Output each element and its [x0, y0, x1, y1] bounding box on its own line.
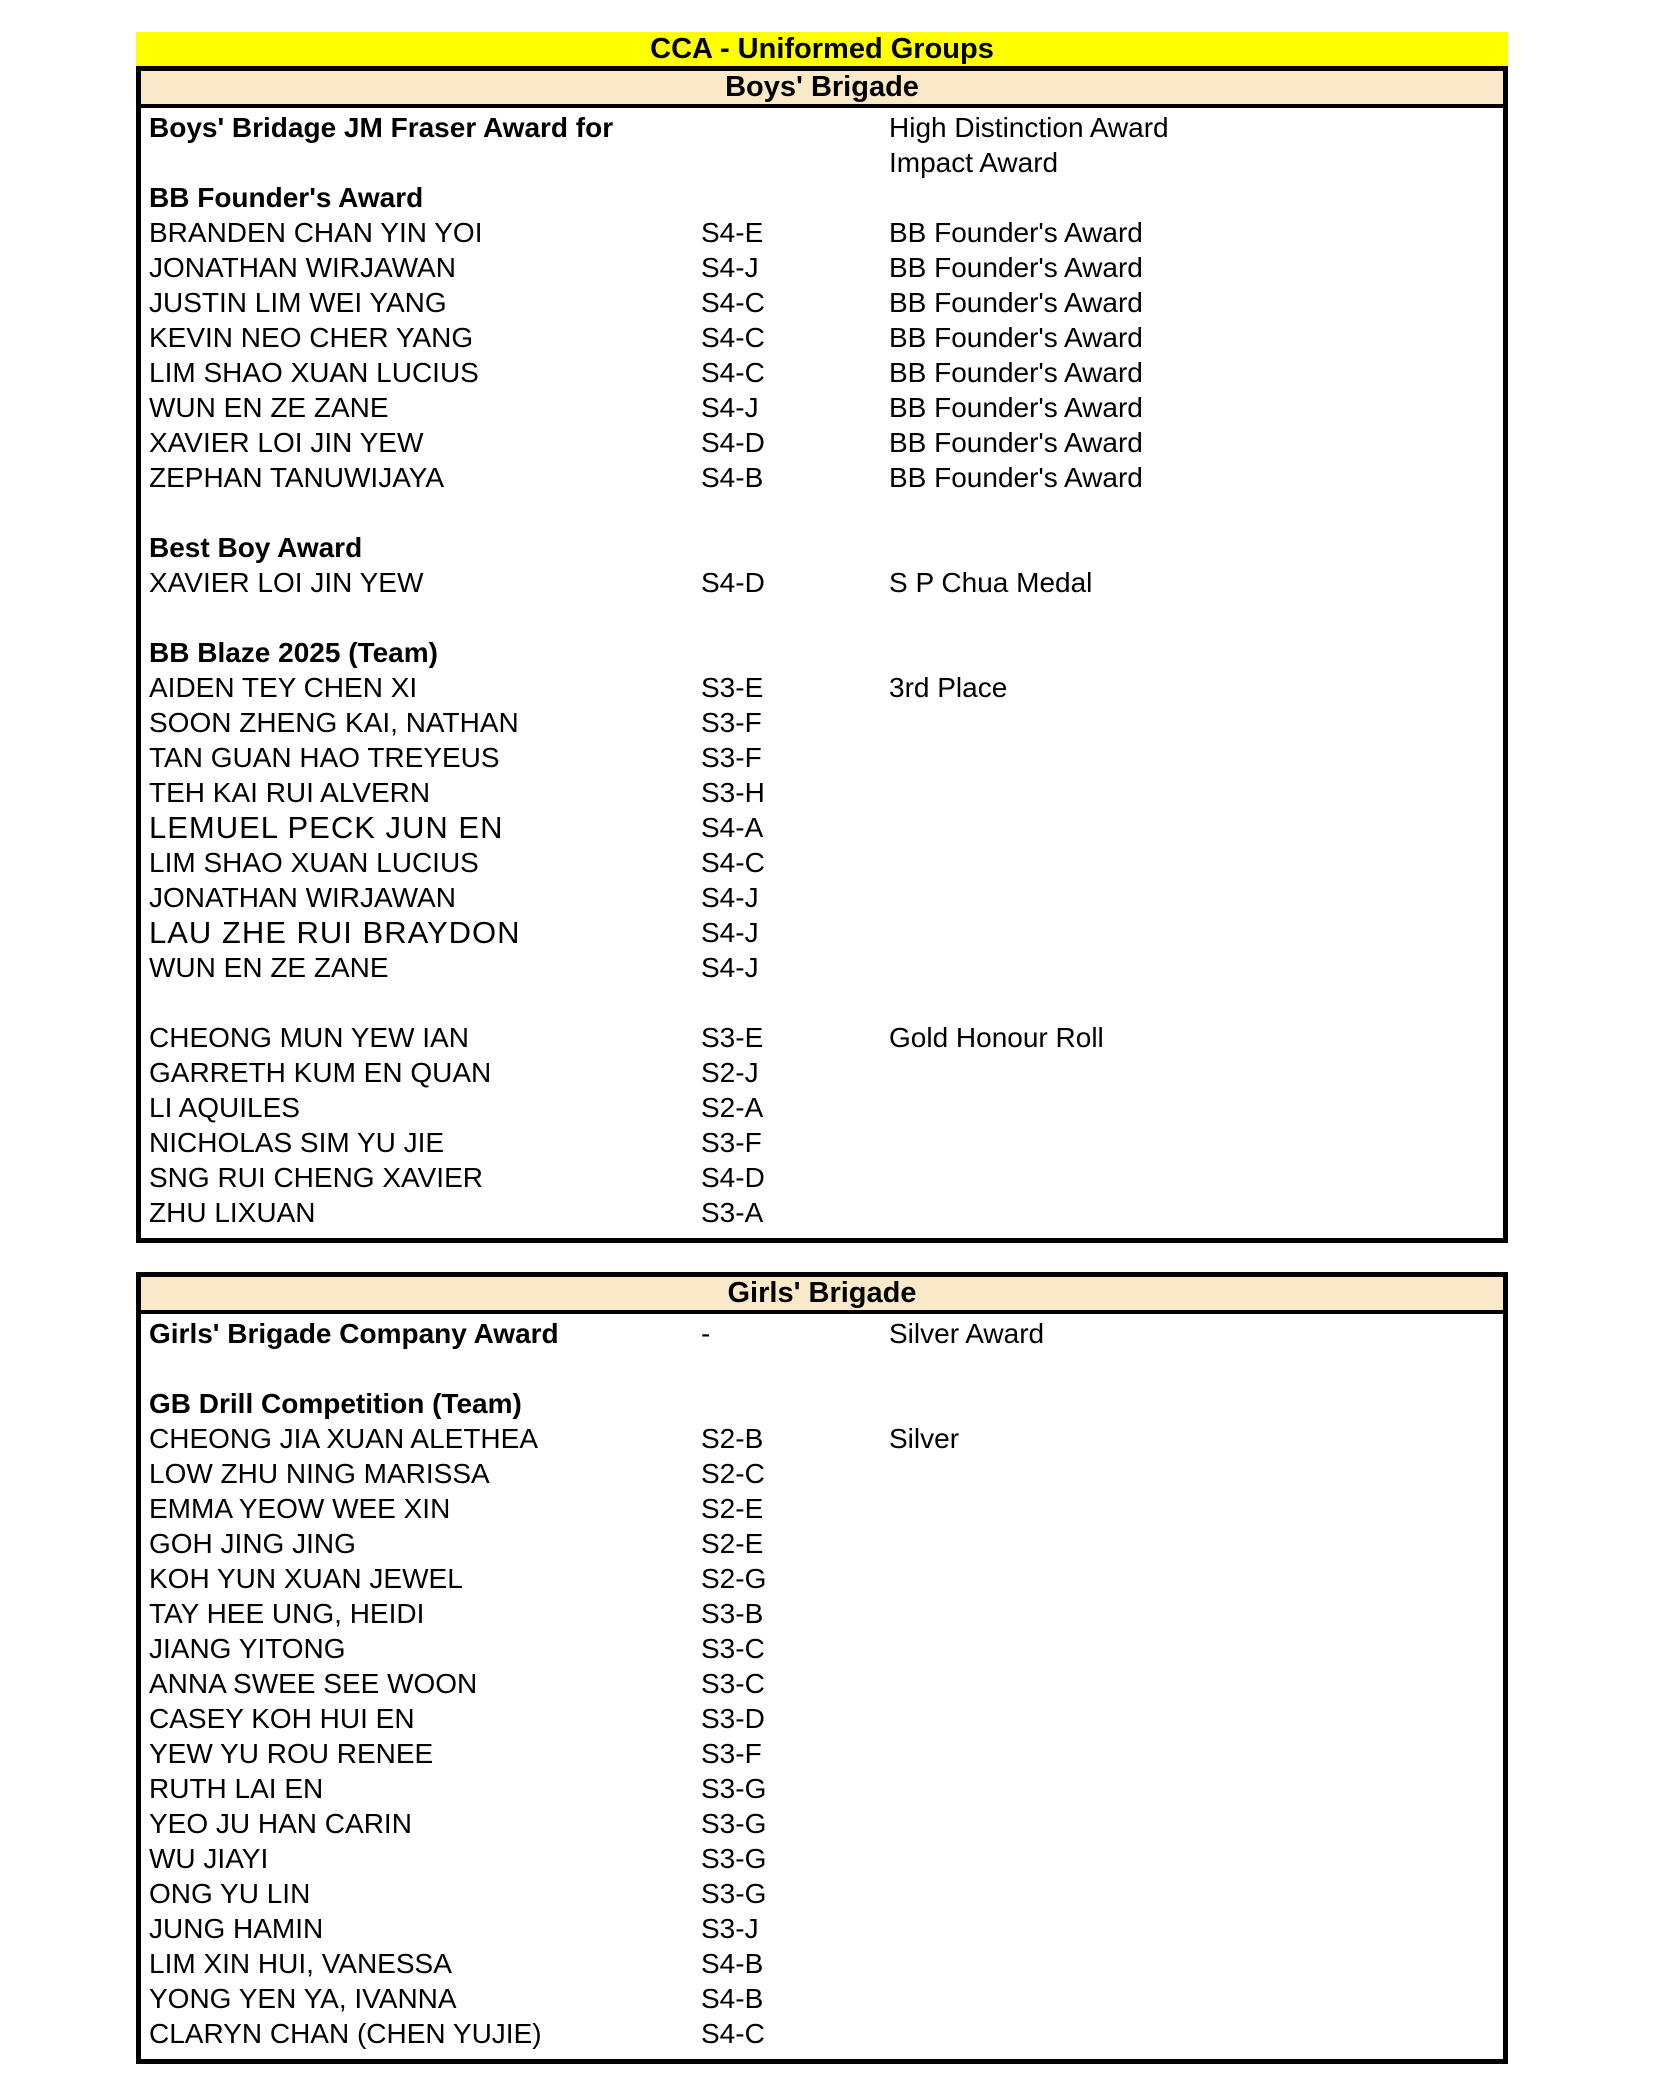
student-row — [141, 1666, 1503, 1701]
student-row — [141, 1876, 1503, 1911]
student-name: NICHOLAS SIM YU JIE — [149, 1127, 445, 1158]
award-name — [889, 1946, 1503, 1981]
award-name — [889, 495, 1503, 530]
class-code: S3-A — [701, 1197, 764, 1228]
category-row — [141, 180, 1503, 215]
boys-brigade-rows — [141, 108, 1503, 1238]
student-row — [141, 1561, 1503, 1596]
award-name — [889, 1090, 1503, 1125]
award-name: 3rd Place — [889, 672, 1008, 703]
award-name — [889, 880, 1503, 915]
award-category-label: BB Blaze 2025 (Team) — [149, 637, 438, 668]
class-code: S2-E — [701, 1493, 764, 1524]
class-code: S2-E — [701, 1528, 764, 1559]
class-code: S4-C — [701, 847, 765, 878]
award-name — [889, 740, 1503, 775]
award-name — [889, 1456, 1503, 1491]
student-name: TAY HEE UNG, HEIDI — [149, 1598, 425, 1629]
award-name: BB Founder's Award — [889, 357, 1143, 388]
award-name: BB Founder's Award — [889, 392, 1143, 423]
class-code — [701, 1386, 889, 1421]
student-row — [141, 390, 1503, 425]
student-name: ZEPHAN TANUWIJAYA — [149, 462, 445, 493]
class-code: S4-J — [701, 392, 759, 423]
student-name: LIM SHAO XUAN LUCIUS — [149, 357, 479, 388]
student-row — [141, 1596, 1503, 1631]
student-row — [141, 1195, 1503, 1230]
student-name: LEMUEL PECK JUN EN — [149, 810, 504, 845]
boys-brigade-table — [136, 66, 1508, 1243]
class-code: S3-D — [701, 1703, 765, 1734]
class-code: S3-G — [701, 1808, 767, 1839]
award-name — [889, 1771, 1503, 1806]
student-name: LAU ZHE RUI BRAYDON — [149, 915, 521, 950]
award-name: BB Founder's Award — [889, 322, 1143, 353]
student-name: CHEONG MUN YEW IAN — [149, 1022, 469, 1053]
blank-row — [141, 145, 1503, 180]
student-name: JUNG HAMIN — [149, 1913, 324, 1944]
class-code: S4-J — [701, 952, 759, 983]
class-code: S2-J — [701, 1057, 759, 1088]
student-row — [141, 950, 1503, 985]
award-category-label: GB Drill Competition (Team) — [149, 1388, 522, 1419]
award-name: BB Founder's Award — [889, 462, 1143, 493]
award-name — [889, 1736, 1503, 1771]
class-code: S4-E — [701, 217, 764, 248]
student-row — [141, 320, 1503, 355]
student-name: KEVIN NEO CHER YANG — [149, 322, 474, 353]
student-row — [141, 1841, 1503, 1876]
student-name: ZHU LIXUAN — [149, 1197, 316, 1228]
class-code: S4-D — [701, 427, 765, 458]
class-code: S3-C — [701, 1633, 765, 1664]
award-name — [889, 915, 1503, 950]
award-name — [889, 1491, 1503, 1526]
student-row — [141, 845, 1503, 880]
student-name: RUTH LAI EN — [149, 1773, 324, 1804]
class-code: S3-C — [701, 1668, 765, 1699]
blank-row — [141, 600, 1503, 635]
award-name: S P Chua Medal — [889, 567, 1093, 598]
student-name: CLARYN CHAN (CHEN YUJIE) — [149, 2018, 542, 2049]
student-row — [141, 1911, 1503, 1946]
award-category-label: Girls' Brigade Company Award — [149, 1318, 559, 1349]
student-row — [141, 1160, 1503, 1195]
award-name — [889, 1806, 1503, 1841]
student-name: YEO JU HAN CARIN — [149, 1808, 412, 1839]
class-code — [701, 495, 889, 530]
student-row — [141, 670, 1503, 705]
student-row — [141, 705, 1503, 740]
girls-brigade-table — [136, 1272, 1508, 2064]
student-row — [141, 1806, 1503, 1841]
award-category-label: Best Boy Award — [149, 532, 363, 563]
class-code: S4-C — [701, 357, 765, 388]
student-row — [141, 215, 1503, 250]
class-code: S3-E — [701, 1022, 764, 1053]
student-row — [141, 285, 1503, 320]
award-name: BB Founder's Award — [889, 427, 1143, 458]
student-name: TEH KAI RUI ALVERN — [149, 777, 431, 808]
student-name: LOW ZHU NING MARISSA — [149, 1458, 490, 1489]
award-name — [889, 1561, 1503, 1596]
section-header-girls-brigade: Girls' Brigade — [141, 1277, 1503, 1314]
student-row — [141, 1631, 1503, 1666]
student-name: JONATHAN WIRJAWAN — [149, 252, 456, 283]
class-code: S4-D — [701, 1162, 765, 1193]
award-name — [889, 1351, 1503, 1386]
girls-brigade-rows — [141, 1314, 1503, 2059]
award-name — [889, 950, 1503, 985]
class-code: S4-A — [701, 812, 764, 843]
student-name: XAVIER LOI JIN YEW — [149, 427, 424, 458]
award-name — [889, 1876, 1503, 1911]
award-name — [889, 600, 1503, 635]
student-name: LIM XIN HUI, VANESSA — [149, 1948, 452, 1979]
category-row — [141, 635, 1503, 670]
award-name — [889, 985, 1503, 1020]
student-name: SOON ZHENG KAI, NATHAN — [149, 707, 519, 738]
award-name — [889, 1701, 1503, 1736]
student-row — [141, 1771, 1503, 1806]
award-category-label: Boys' Bridage JM Fraser Award for — [149, 112, 614, 143]
class-code: S3-F — [701, 1127, 762, 1158]
blank-row — [141, 495, 1503, 530]
class-code: S4-C — [701, 2018, 765, 2049]
award-name — [889, 1596, 1503, 1631]
student-name: XAVIER LOI JIN YEW — [149, 567, 424, 598]
category-row — [141, 1316, 1503, 1351]
award-category-label: BB Founder's Award — [149, 182, 424, 213]
student-name: WUN EN ZE ZANE — [149, 952, 389, 983]
award-name — [889, 1631, 1503, 1666]
student-name: YEW YU ROU RENEE — [149, 1738, 434, 1769]
blank-row — [141, 985, 1503, 1020]
student-row — [141, 1125, 1503, 1160]
class-code: S4-B — [701, 1983, 764, 2014]
student-name: ANNA SWEE SEE WOON — [149, 1668, 478, 1699]
award-name — [889, 1386, 1503, 1421]
student-row — [141, 1736, 1503, 1771]
student-name — [141, 145, 701, 180]
section-header-boys-brigade: Boys' Brigade — [141, 71, 1503, 108]
class-code: S2-C — [701, 1458, 765, 1489]
student-name: SNG RUI CHENG XAVIER — [149, 1162, 483, 1193]
student-name: BRANDEN CHAN YIN YOI — [149, 217, 483, 248]
award-name — [889, 180, 1503, 215]
student-row — [141, 1491, 1503, 1526]
class-code: S4-C — [701, 287, 765, 318]
class-code: S4-D — [701, 567, 765, 598]
student-name: YONG YEN YA, IVANNA — [149, 1983, 457, 2014]
student-row — [141, 1946, 1503, 1981]
category-row — [141, 110, 1503, 145]
student-name: TAN GUAN HAO TREYEUS — [149, 742, 500, 773]
class-code — [701, 600, 889, 635]
student-row — [141, 250, 1503, 285]
student-row — [141, 1981, 1503, 2016]
class-code: - — [701, 1318, 711, 1349]
student-name: EMMA YEOW WEE XIN — [149, 1493, 451, 1524]
student-name — [141, 1351, 701, 1386]
student-row — [141, 740, 1503, 775]
award-name — [889, 1160, 1503, 1195]
student-row — [141, 915, 1503, 950]
student-name: JIANG YITONG — [149, 1633, 346, 1664]
class-code: S3-F — [701, 742, 762, 773]
student-row — [141, 880, 1503, 915]
student-row — [141, 1090, 1503, 1125]
blank-row — [141, 1351, 1503, 1386]
class-code — [701, 110, 889, 145]
class-code: S4-B — [701, 1948, 764, 1979]
student-row — [141, 425, 1503, 460]
student-row — [141, 1421, 1503, 1456]
class-code: S2-B — [701, 1423, 764, 1454]
class-code: S3-F — [701, 707, 762, 738]
student-row — [141, 1526, 1503, 1561]
student-row — [141, 1456, 1503, 1491]
class-code — [701, 145, 889, 180]
student-name: GARRETH KUM EN QUAN — [149, 1057, 492, 1088]
student-name: JONATHAN WIRJAWAN — [149, 882, 456, 913]
student-name: AIDEN TEY CHEN XI — [149, 672, 418, 703]
class-code: S3-B — [701, 1598, 764, 1629]
award-name: Silver — [889, 1423, 960, 1454]
award-name — [889, 530, 1503, 565]
student-row — [141, 775, 1503, 810]
student-name — [141, 495, 701, 530]
class-code — [701, 985, 889, 1020]
class-code: S4-J — [701, 252, 759, 283]
student-row — [141, 1020, 1503, 1055]
award-name: BB Founder's Award — [889, 287, 1143, 318]
page-title: CCA - Uniformed Groups — [136, 32, 1508, 66]
class-code: S3-J — [701, 1913, 759, 1944]
student-name: GOH JING JING — [149, 1528, 356, 1559]
award-name — [889, 1055, 1503, 1090]
award-name: BB Founder's Award — [889, 217, 1143, 248]
award-name: Gold Honour Roll — [889, 1022, 1104, 1053]
class-code — [701, 635, 889, 670]
student-name: LIM SHAO XUAN LUCIUS — [149, 847, 479, 878]
student-row — [141, 1701, 1503, 1736]
student-name: WU JIAYI — [149, 1843, 269, 1874]
award-name — [889, 775, 1503, 810]
class-code — [701, 180, 889, 215]
category-row — [141, 530, 1503, 565]
award-name — [889, 705, 1503, 740]
student-name: JUSTIN LIM WEI YANG — [149, 287, 447, 318]
award-name: High Distinction Award — [889, 112, 1169, 143]
class-code: S3-G — [701, 1843, 767, 1874]
student-row — [141, 810, 1503, 845]
student-name: WUN EN ZE ZANE — [149, 392, 389, 423]
student-row — [141, 565, 1503, 600]
award-name — [889, 1125, 1503, 1160]
award-name — [889, 635, 1503, 670]
class-code: S3-F — [701, 1738, 762, 1769]
student-row — [141, 1055, 1503, 1090]
award-name: Silver Award — [889, 1318, 1045, 1349]
class-code: S4-C — [701, 322, 765, 353]
award-name — [889, 810, 1503, 845]
student-name: CHEONG JIA XUAN ALETHEA — [149, 1423, 538, 1454]
award-name: Impact Award — [889, 147, 1059, 178]
class-code: S3-H — [701, 777, 765, 808]
award-name — [889, 1981, 1503, 2016]
class-code: S2-A — [701, 1092, 764, 1123]
student-name: CASEY KOH HUI EN — [149, 1703, 415, 1734]
student-name — [141, 600, 701, 635]
student-row — [141, 2016, 1503, 2051]
award-name — [889, 1911, 1503, 1946]
class-code: S3-G — [701, 1773, 767, 1804]
class-code: S3-E — [701, 672, 764, 703]
award-name — [889, 1841, 1503, 1876]
class-code — [701, 1351, 889, 1386]
student-row — [141, 460, 1503, 495]
class-code: S2-G — [701, 1563, 767, 1594]
category-row — [141, 1386, 1503, 1421]
award-name — [889, 1195, 1503, 1230]
class-code: S4-J — [701, 882, 759, 913]
award-name — [889, 2016, 1503, 2051]
award-name: BB Founder's Award — [889, 252, 1143, 283]
student-name: LI AQUILES — [149, 1092, 300, 1123]
student-name: KOH YUN XUAN JEWEL — [149, 1563, 463, 1594]
award-name — [889, 1526, 1503, 1561]
class-code: S4-J — [701, 917, 759, 948]
student-name — [141, 985, 701, 1020]
class-code — [701, 530, 889, 565]
class-code: S4-B — [701, 462, 764, 493]
award-name — [889, 1666, 1503, 1701]
award-name — [889, 845, 1503, 880]
class-code: S3-G — [701, 1878, 767, 1909]
student-row — [141, 355, 1503, 390]
student-name: ONG YU LIN — [149, 1878, 311, 1909]
